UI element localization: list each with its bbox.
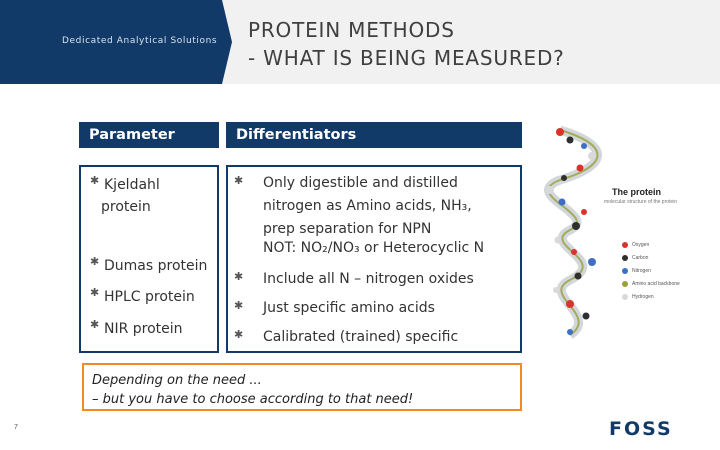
carbon-dot-icon xyxy=(622,255,628,261)
nitrogen-dot-icon xyxy=(622,268,628,274)
hydrogen-dot-icon xyxy=(622,294,628,300)
bullet-icon: ✱ xyxy=(234,175,244,187)
slide-title-line-2: - WHAT IS BEING MEASURED? xyxy=(248,46,565,70)
protein-molecule-image xyxy=(540,120,700,370)
differentiator-nir: Calibrated (trained) specific xyxy=(263,329,459,345)
legend-label: Hydrogen xyxy=(632,294,654,300)
differentiator-kjeldahl-line-2: nitrogen as Amino acids, NH₃, xyxy=(263,198,472,214)
note-line-1: Depending on the need ... xyxy=(92,373,262,388)
parameter-label: NIR protein xyxy=(104,321,183,337)
differentiator-kjeldahl-line-4: NOT: NO₂/NO₃ or Heterocyclic N xyxy=(263,240,485,256)
parameter-label: HPLC protein xyxy=(104,289,195,305)
legend-label: Oxygen xyxy=(632,242,650,248)
bullet-icon: ✱ xyxy=(234,329,244,341)
differentiators-column-header: Differentiators xyxy=(226,122,522,148)
parameter-label: Dumas protein xyxy=(104,258,208,274)
slide-header xyxy=(0,0,720,84)
parameter-label: Kjeldahl xyxy=(104,177,160,193)
figure-subtitle: molecular structure of the protein xyxy=(604,199,678,205)
legend-label: Carbon xyxy=(632,255,649,261)
bullet-icon: ✱ xyxy=(90,318,100,331)
bullet-icon: ✱ xyxy=(90,255,100,268)
brand-tagline: Dedicated Analytical Solutions xyxy=(62,36,218,46)
legend-label: Amino acid backbone xyxy=(632,281,680,287)
bullet-icon: ✱ xyxy=(234,271,244,283)
parameter-column-header: Parameter xyxy=(79,122,219,148)
slide-title xyxy=(248,16,565,72)
differentiator-hplc: Just specific amino acids xyxy=(263,300,435,316)
oxygen-dot-icon xyxy=(622,242,628,248)
differentiator-dumas: Include all N – nitrogen oxides xyxy=(263,271,474,287)
note-line-2: – but you have to choose according to that need! xyxy=(92,392,414,407)
slide-title-line-1: PROTEIN METHODS xyxy=(248,18,455,42)
parameter-label: protein xyxy=(101,199,151,215)
foss-logo: FOSS xyxy=(609,418,673,440)
backbone-dot-icon xyxy=(622,281,628,287)
figure-title: The protein xyxy=(612,187,661,197)
page-number: 7 xyxy=(14,424,18,431)
differentiator-kjeldahl-line-1: Only digestible and distilled xyxy=(263,175,458,191)
bullet-icon: ✱ xyxy=(90,286,100,299)
legend-label: Nitrogen xyxy=(632,268,651,274)
bullet-icon: ✱ xyxy=(90,174,100,187)
note-box xyxy=(82,363,522,411)
bullet-icon: ✱ xyxy=(234,300,244,312)
differentiator-kjeldahl-line-3: prep separation for NPN xyxy=(263,221,432,237)
